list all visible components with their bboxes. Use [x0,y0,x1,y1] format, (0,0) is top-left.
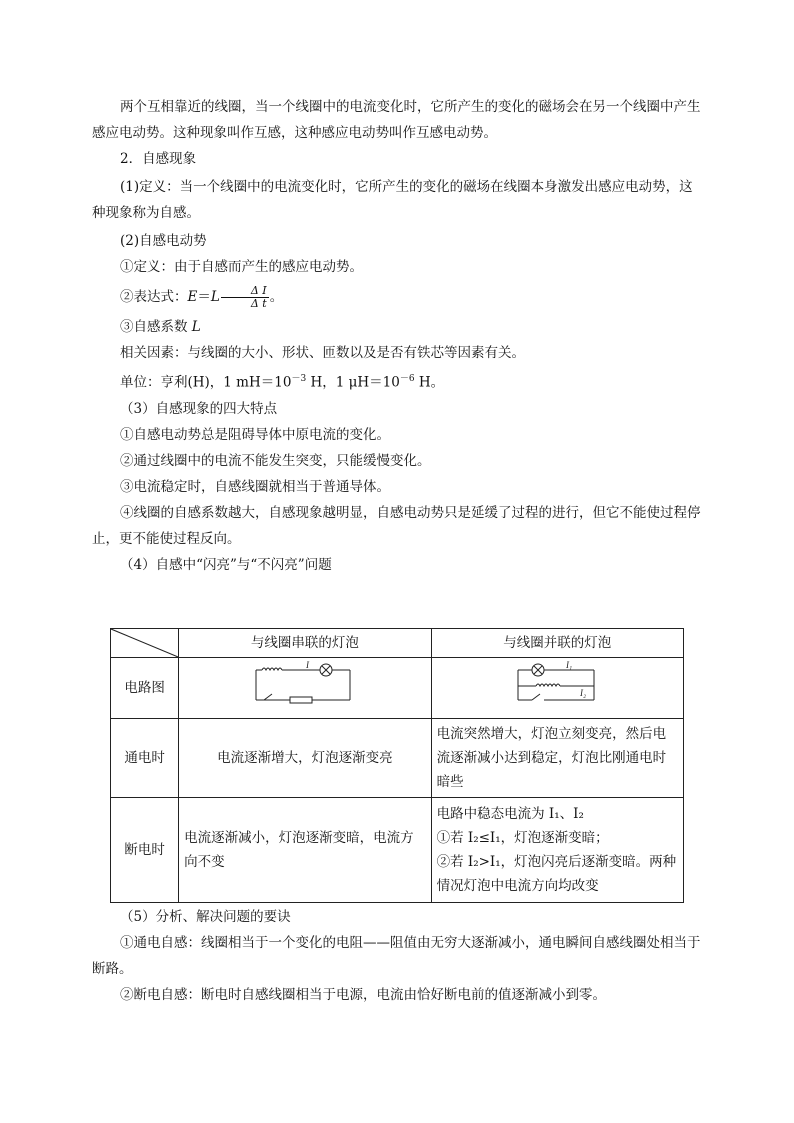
row-label-circuit: 电路图 [111,658,179,719]
section-analysis [92,904,704,1008]
section-self-induction [92,146,704,172]
subheading-four-features: （3）自感现象的四大特点 [120,400,278,417]
coefficient-label: ③自感系数 [120,319,192,335]
unit-text-b: H，1 μH＝10 [306,374,400,391]
subheading-self-emf: (2)自感电动势 [120,233,207,249]
header-parallel-bulb: 与线圈并联的灯泡 [431,629,683,658]
current-label-I: I [305,660,309,670]
current-label-I2: I₂ [580,688,587,698]
parallel-circuit-cell [431,658,683,719]
expression-end: 。 [269,289,284,305]
table-header-row [111,629,684,658]
paragraph-factors: 相关因素：与线圈的大小、形状、匝数以及是否有铁芯等因素有关。 [120,345,525,361]
paragraph-definition: (1)定义：当一个线圈中的电流变化时，它所产生的变化的磁场在线圈本身激发出感应电动势，这种现象称为自感。 [92,179,693,221]
symbol-equals: ＝ [197,289,211,305]
paragraph-emf-definition: ①定义：由于自感而产生的感应电动势。 [120,259,363,275]
section-mutual-induction [92,94,704,146]
parallel-circuit-diagram [502,660,612,708]
unit-text-a: 单位：亨利(H)，1 mH＝10 [120,374,292,391]
analysis-power-on: ①通电自感：线圈相当于一个变化的电阻——阻值由无穷大逐渐减小，通电瞬间自感线圈处相当于断路。 [92,935,701,977]
parallel-off-line-1: 电路中稳态电流为 I₁、I₂ [436,806,584,822]
fraction-denominator: Δ t [250,297,267,310]
paragraph-expression [92,280,704,314]
header-series-bulb: 与线圈串联的灯泡 [179,629,431,658]
fraction-delta-i-over-delta-t [221,285,269,310]
table-row-power-on [111,719,684,798]
fraction-numerator: Δ I [221,285,269,298]
parallel-off-line-3: ②若 I₂>I₁，灯泡闪亮后逐渐变暗。两种情况灯泡中电流方向均改变 [436,854,677,894]
subheading-analysis: （5）分析、解决问题的要诀 [120,909,291,925]
row-label-power-off: 断电时 [111,798,179,903]
current-label-I1: I₁ [566,660,573,670]
table-row-power-off [111,798,684,903]
comparison-table [110,628,684,903]
symbol-E: E [187,289,198,305]
section-definition [92,174,704,226]
paragraph-units [92,366,704,396]
section-emf [92,228,704,578]
subheading-flash-problem: （4）自感中“闪亮”与“不闪亮”问题 [120,556,332,573]
analysis-power-off: ②断电自感：断电时自感线圈相当于电源，电流由恰好断电前的值逐渐减小到零。 [120,987,606,1003]
unit-exponent-1: －3 [291,374,307,384]
paragraph-coefficient [92,314,704,340]
row-label-power-on: 通电时 [111,719,179,798]
parallel-power-on: 电流突然增大，灯泡立刻变亮，然后电流逐渐减小达到稳定，灯泡比刚通电时暗些 [431,719,683,798]
feature-4: ④线圈的自感系数越大，自感现象越明显，自感电动势只是延缓了过程的进行，但它不能使过程停止，更不能使过程反向。 [92,504,701,547]
series-circuit-diagram [250,660,360,708]
switch-icon [264,694,272,700]
feature-2: ②通过线圈中的电流不能发生突变，只能缓慢变化。 [120,452,431,469]
resistor-icon [290,697,312,703]
expression-label: ②表达式： [120,289,188,305]
heading-self-induction: 2．自感现象 [120,151,197,167]
series-power-on: 电流逐渐增大，灯泡逐渐变亮 [179,719,431,798]
symbol-L: L [210,289,220,305]
symbol-L-coef: L [191,319,201,335]
switch-icon [532,694,540,700]
series-power-off: 电流逐渐减小，灯泡逐渐变暗，电流方向不变 [179,798,431,903]
inductor-coil-icon [536,684,560,686]
unit-text-c: H。 [414,374,445,391]
diagonal-line [111,629,178,657]
paragraph-mutual-induction: 两个互相靠近的线圈，当一个线圈中的电流变化时，它所产生的变化的磁场会在另一个线圈中产生感应电动势。这种现象叫作互感，这种感应电动势叫作互感电动势。 [92,99,701,141]
parallel-off-line-2: ①若 I₂≤I₁，灯泡逐渐变暗； [436,830,609,846]
feature-1: ①自感电动势总是阻碍导体中原电流的变化。 [120,426,390,443]
inductor-coil-icon [262,668,282,670]
series-circuit-cell [179,658,431,719]
parallel-power-off [431,798,683,903]
table-row-circuit [111,658,684,719]
diagonal-header-cell [111,629,179,658]
unit-exponent-2: －6 [399,374,415,384]
feature-3: ③电流稳定时，自感线圈就相当于普通导体。 [120,478,390,495]
